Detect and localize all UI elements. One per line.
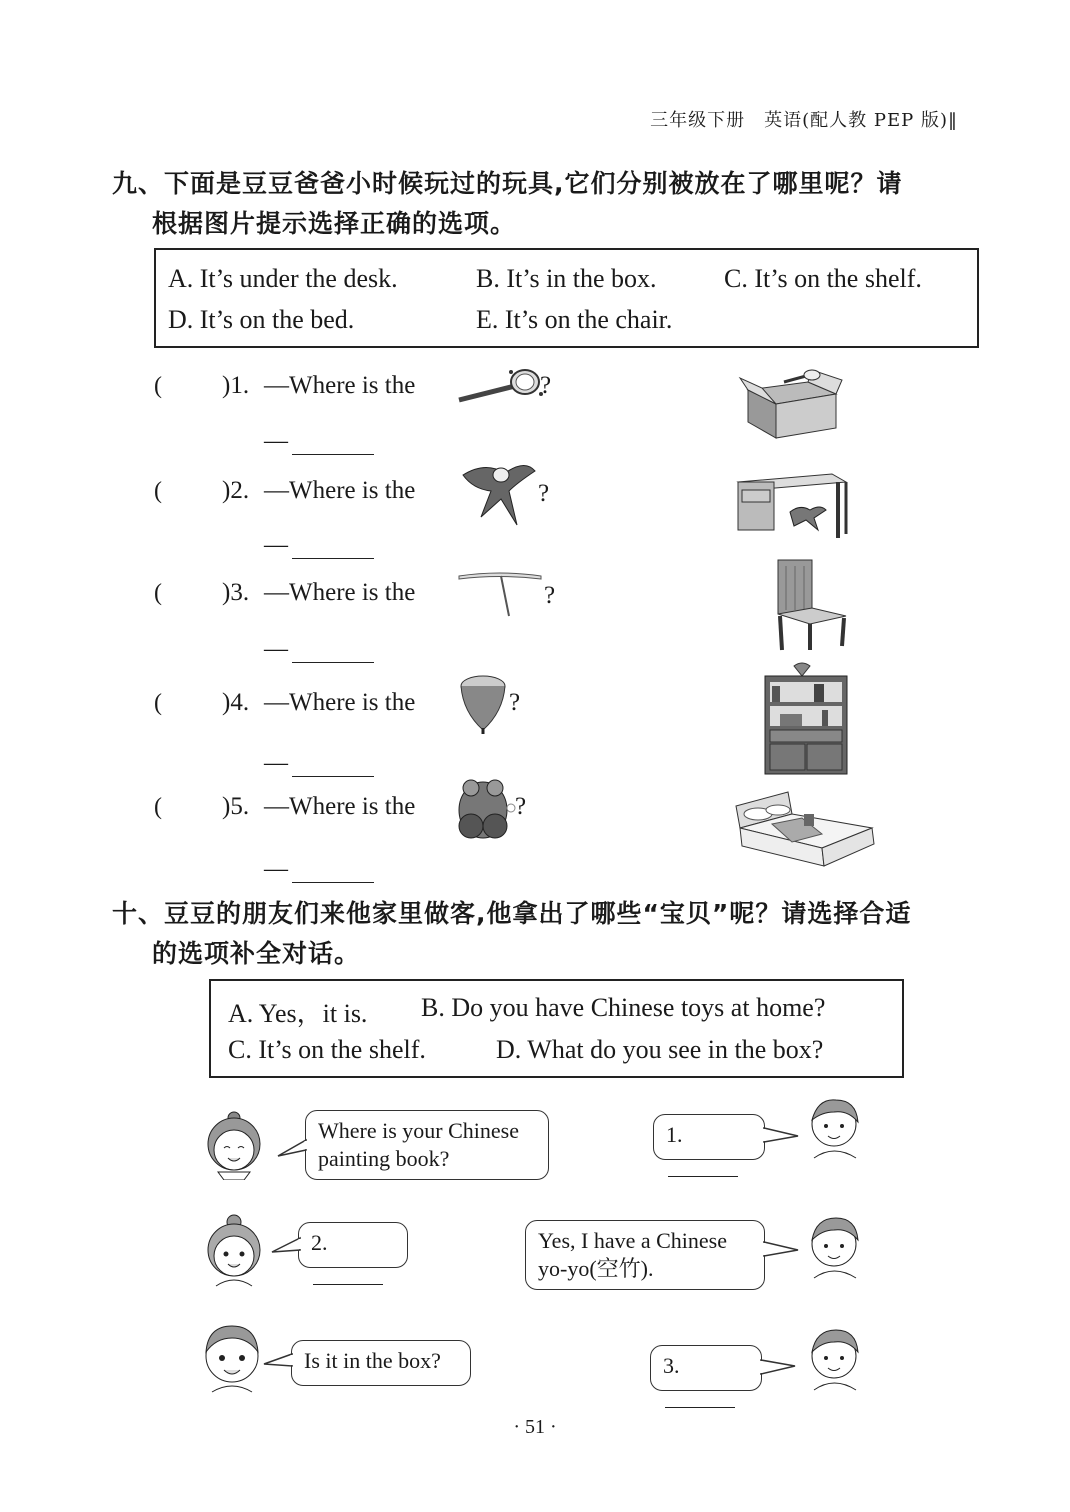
page-header: 三年级下册 英语(配人教 PEP 版)‖ xyxy=(650,110,958,131)
speech-bubble-1 xyxy=(305,1110,549,1180)
answer-dash: — xyxy=(264,428,288,454)
bubble4-line2: yo-yo(空竹). xyxy=(538,1256,654,1281)
speech-bubble-answer-1[interactable] xyxy=(653,1114,765,1160)
q4-answer-line[interactable] xyxy=(264,750,374,777)
q1-end: ? xyxy=(540,372,552,399)
q4-end: ? xyxy=(509,689,521,716)
bubble4-tail xyxy=(762,1238,802,1262)
s10-option-a: A. Yes，it is. xyxy=(228,999,368,1028)
section9-options-box xyxy=(154,248,979,348)
section10-title-line2: 的选项补全对话。 xyxy=(152,939,361,968)
bubble5-text: Is it in the box? xyxy=(304,1348,441,1373)
section9-title-line1: 九、下面是豆豆爸爸小时候玩过的玩具,它们分别被放在了哪里呢？请 xyxy=(112,169,903,198)
chair-picture xyxy=(770,556,850,652)
bubble1-line1: Where is your Chinese xyxy=(318,1118,519,1143)
s10-option-d: D. What do you see in the box? xyxy=(496,1035,824,1064)
option-a: A. It’s under the desk. xyxy=(168,264,398,293)
answer3-label: 3. xyxy=(663,1353,680,1378)
q3-end: ? xyxy=(544,582,556,609)
box-picture xyxy=(738,362,843,440)
shelf-picture xyxy=(762,658,850,776)
answer1-label: 1. xyxy=(666,1122,683,1147)
page-number: · 51 · xyxy=(513,1416,557,1438)
boy2-avatar xyxy=(804,1212,866,1282)
q2-text: —Where is the xyxy=(264,477,416,504)
girl2-avatar xyxy=(202,1212,268,1288)
boy3-avatar xyxy=(200,1320,266,1394)
bubble3-tail xyxy=(270,1236,302,1260)
boy-avatar xyxy=(804,1094,866,1162)
q4-num: )4. xyxy=(222,689,250,716)
section10-options-box xyxy=(209,979,904,1078)
section10-title-line1: 十、豆豆的朋友们来他家里做客,他拿出了哪些“宝贝”呢？请选择合适 xyxy=(112,899,912,928)
q1-text: —Where is the xyxy=(264,372,416,399)
section9-title-line2: 根据图片提示选择正确的选项。 xyxy=(152,209,517,238)
option-c: C. It’s on the shelf. xyxy=(724,264,922,293)
q4-paren: ( xyxy=(154,690,162,716)
q5-answer-line[interactable] xyxy=(264,856,374,883)
speech-bubble-answer-3[interactable] xyxy=(650,1345,762,1391)
bamboo-dragonfly-icon xyxy=(455,568,545,620)
q1-answer-line[interactable] xyxy=(264,428,374,455)
s10-option-c: C. It’s on the shelf. xyxy=(228,1035,426,1064)
desk-picture xyxy=(734,468,849,540)
answer-dash: — xyxy=(264,750,288,776)
answer-dash: — xyxy=(264,856,288,882)
swallow-kite-icon xyxy=(455,455,540,530)
q3-paren: ( xyxy=(154,580,162,606)
q2-num: )2. xyxy=(222,477,250,504)
bubble1-line2: painting book? xyxy=(318,1146,450,1171)
q2-paren: ( xyxy=(154,478,162,504)
bed-picture xyxy=(732,784,878,870)
q4-text: —Where is the xyxy=(264,689,416,716)
option-e: E. It’s on the chair. xyxy=(476,305,673,334)
speech-bubble-5 xyxy=(291,1340,471,1386)
bubble6-tail xyxy=(759,1356,799,1380)
q5-end: ? xyxy=(515,793,527,820)
bubble4-line1: Yes, I have a Chinese xyxy=(538,1228,728,1253)
option-d: D. It’s on the bed. xyxy=(168,305,355,334)
q2-answer-line[interactable] xyxy=(264,532,374,559)
answer2-label: 2. xyxy=(311,1230,328,1255)
tin-frog-icon xyxy=(455,774,517,840)
q3-num: )3. xyxy=(222,579,250,606)
bubble2-tail xyxy=(762,1124,802,1148)
bubble1-tail xyxy=(276,1138,308,1162)
s10-option-b: B. Do you have Chinese toys at home? xyxy=(421,993,826,1022)
speech-bubble-4 xyxy=(525,1220,765,1290)
q1-num: )1. xyxy=(222,372,250,399)
spinning-top-icon xyxy=(455,672,510,734)
answer-dash: — xyxy=(264,636,288,662)
q5-text: —Where is the xyxy=(264,793,416,820)
rattle-drum-icon xyxy=(455,366,545,406)
q3-answer-line[interactable] xyxy=(264,636,374,663)
q5-num: )5. xyxy=(222,793,250,820)
q1-paren: ( xyxy=(154,373,162,399)
q3-text: —Where is the xyxy=(264,579,416,606)
q5-paren: ( xyxy=(154,794,162,820)
bubble5-tail xyxy=(262,1352,294,1376)
answer-dash: — xyxy=(264,532,288,558)
speech-bubble-answer-2[interactable] xyxy=(298,1222,408,1268)
q2-end: ? xyxy=(538,480,550,507)
boy4-avatar xyxy=(804,1324,866,1394)
option-b: B. It’s in the box. xyxy=(476,264,657,293)
girl-avatar xyxy=(200,1108,272,1180)
